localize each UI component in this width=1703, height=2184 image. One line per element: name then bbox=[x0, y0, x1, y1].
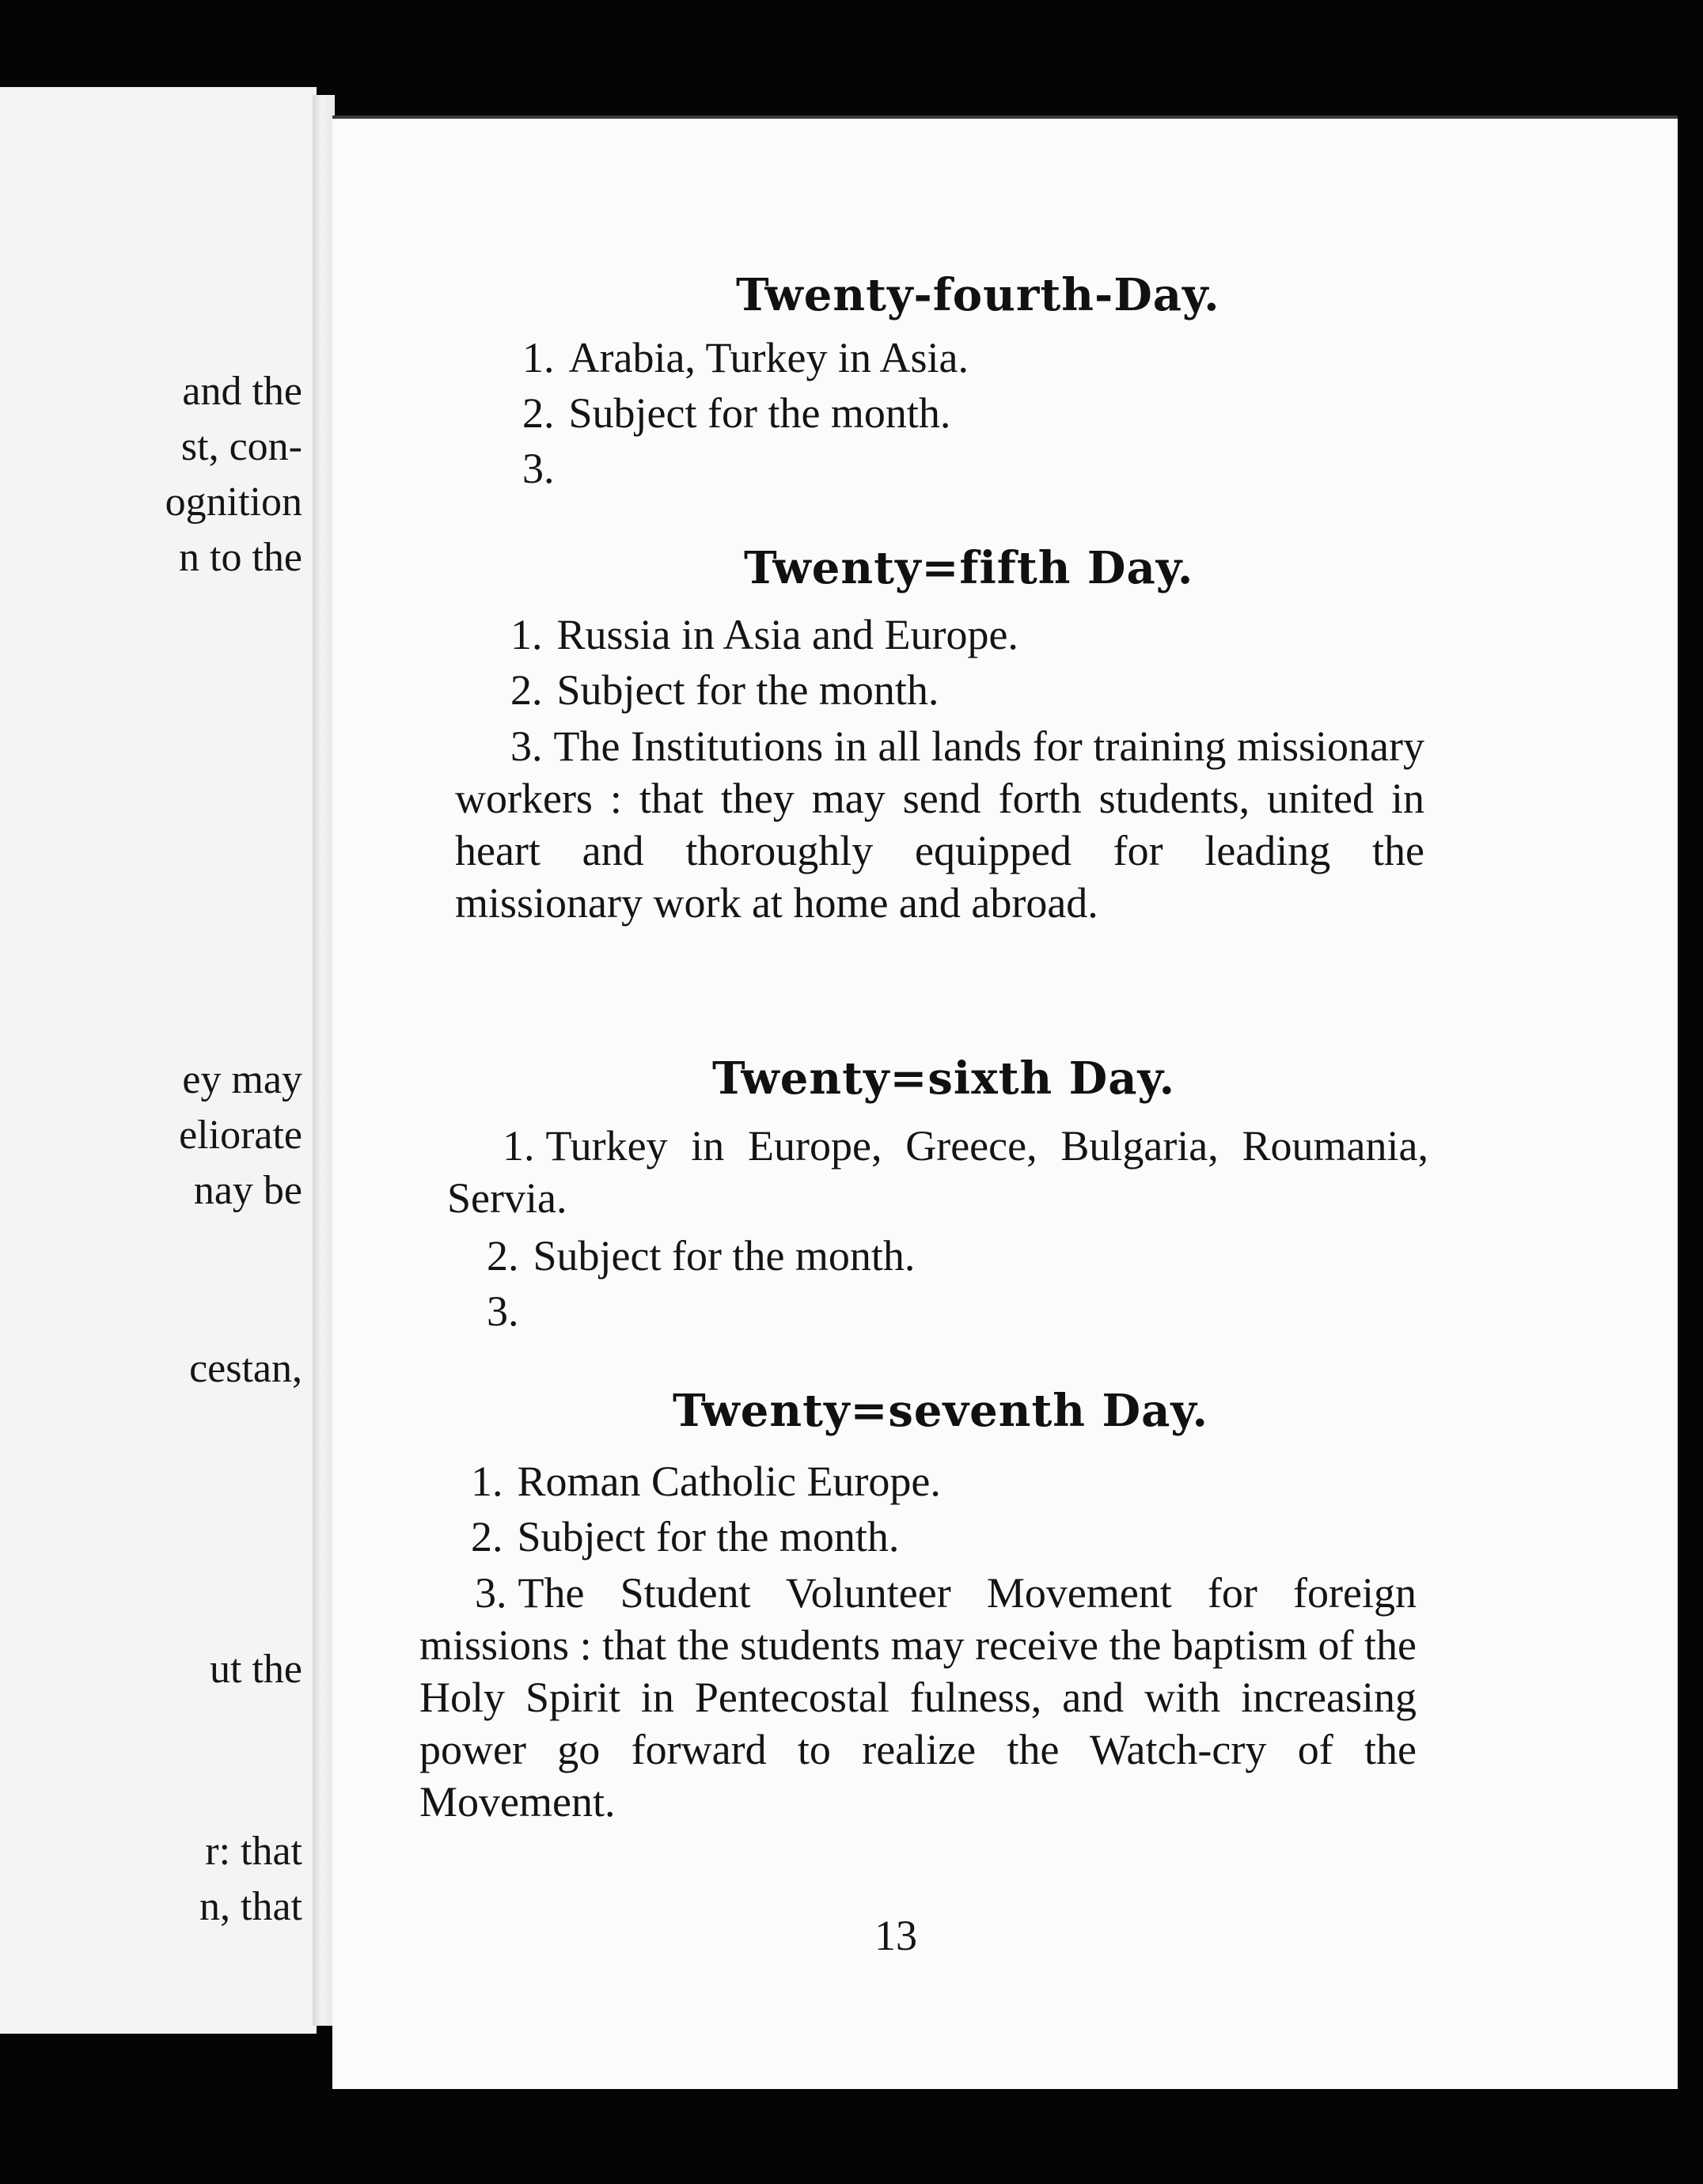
list-item bbox=[471, 1456, 941, 1507]
book-page bbox=[332, 119, 1678, 2097]
page-number: 13 bbox=[874, 1912, 917, 1959]
item-number: 2. bbox=[471, 1513, 503, 1560]
page-content bbox=[332, 119, 1678, 2097]
list-item-paragraph bbox=[447, 1120, 1428, 1224]
item-number: 3. bbox=[487, 1287, 519, 1335]
list-item-paragraph bbox=[419, 1567, 1417, 1828]
left-page-line: cestan, bbox=[189, 1346, 302, 1391]
item-text: Subject for the month. bbox=[533, 1232, 916, 1280]
item-number: 2. bbox=[487, 1232, 519, 1280]
item-number: 1. bbox=[503, 1122, 535, 1170]
item-number: 3. bbox=[475, 1569, 507, 1617]
left-page-line: r: that bbox=[205, 1829, 302, 1874]
section-heading-twenty-fifth-day: Twenty=fifth Day. bbox=[744, 542, 1194, 594]
left-page-line: and the bbox=[182, 369, 302, 414]
left-page-line: n, that bbox=[199, 1884, 302, 1929]
item-text: The Institutions in all lands for training missionary workers : that they may send forth students, united in heart and thoroughly equipped for leading the missionary work at home and abroad. bbox=[455, 722, 1424, 927]
item-number: 2. bbox=[510, 666, 543, 714]
item-text: Subject for the month. bbox=[556, 666, 939, 714]
left-page-line: eliorate bbox=[179, 1113, 302, 1158]
left-page-line: ognition bbox=[165, 480, 302, 525]
left-page-line: ey may bbox=[182, 1057, 302, 1102]
item-text: Roman Catholic Europe. bbox=[517, 1458, 941, 1505]
item-text: The Student Volunteer Movement for foreign missions : that the students may receive the baptism of the Holy Spirit in Pentecostal fulness, and with increasing power go forward to realize the Watch-cry of the Movement. bbox=[419, 1569, 1417, 1826]
left-page-line: nay be bbox=[193, 1168, 302, 1213]
item-text: Subject for the month. bbox=[517, 1513, 900, 1560]
item-text: Turkey in Europe, Greece, Bulgaria, Roumania, Servia. bbox=[447, 1122, 1428, 1222]
item-text: Russia in Asia and Europe. bbox=[556, 611, 1018, 658]
list-item-paragraph bbox=[455, 720, 1424, 929]
left-page-line: ut the bbox=[210, 1647, 302, 1692]
item-number: 1. bbox=[522, 334, 555, 381]
list-item bbox=[487, 1230, 915, 1281]
list-item bbox=[471, 1511, 899, 1562]
scan-border bbox=[0, 2089, 1703, 2184]
list-item bbox=[522, 332, 969, 383]
list-item bbox=[510, 609, 1018, 660]
item-number: 2. bbox=[522, 389, 555, 437]
list-item bbox=[522, 443, 569, 494]
section-heading-twenty-seventh-day: Twenty=seventh Day. bbox=[673, 1385, 1208, 1437]
section-heading-twenty-fourth-day: Twenty-fourth-Day. bbox=[736, 269, 1220, 321]
list-item bbox=[522, 388, 950, 438]
list-item bbox=[510, 665, 939, 715]
item-number: 3. bbox=[522, 445, 555, 492]
book-gutter bbox=[313, 95, 335, 2026]
left-page-line: n to the bbox=[179, 535, 302, 580]
item-number: 1. bbox=[510, 611, 543, 658]
item-text: Subject for the month. bbox=[568, 389, 951, 437]
left-page-line: st, con- bbox=[180, 424, 302, 469]
previous-page-fragment bbox=[0, 87, 317, 2034]
list-item bbox=[487, 1286, 533, 1337]
item-number: 3. bbox=[510, 722, 543, 770]
section-heading-twenty-sixth-day: Twenty=sixth Day. bbox=[712, 1052, 1176, 1105]
item-text: Arabia, Turkey in Asia. bbox=[568, 334, 969, 381]
item-number: 1. bbox=[471, 1458, 503, 1505]
